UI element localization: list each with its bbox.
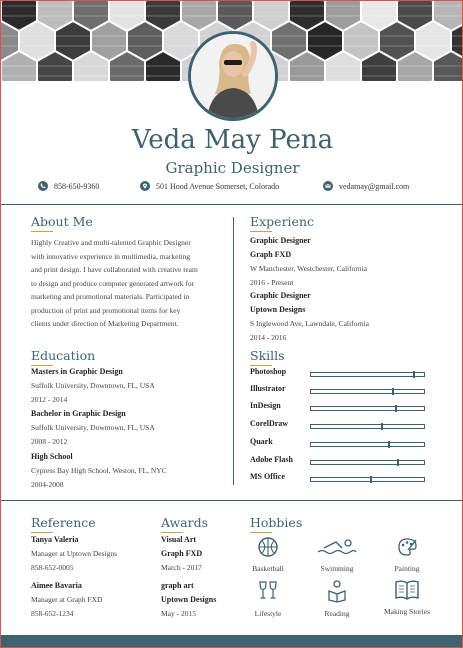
- location-pin-icon: [140, 181, 150, 191]
- phone-icon: [38, 181, 48, 191]
- education-degree: Bachelor in Graphic Design: [31, 409, 126, 418]
- avatar: [188, 31, 278, 121]
- education-item: [31, 407, 155, 449]
- reference-position: Manager at Graph FXD: [31, 595, 103, 604]
- skill-level-marker: [392, 388, 394, 395]
- reference-name: Aimee Bavaria: [31, 581, 82, 590]
- hobby-item: [238, 536, 298, 573]
- skill-level-marker: [388, 441, 390, 448]
- about-text: Highly Creative and multi-talented Graphic Designer with innovative experience in multimedia, marketing and print design. I have collaborated with creative team to design and produce computer generated artwork for marketing and promotional materials. Participated in production of print and promotional items for key clients under direction of Marketing Department.: [31, 238, 198, 328]
- skill-name: InDesign: [250, 401, 281, 410]
- skill-name: CorelDraw: [250, 419, 289, 428]
- skill-level-marker: [413, 371, 415, 378]
- address-text: 501 Hood Avenue Somerset, Colorado: [156, 181, 280, 191]
- hobbies-heading: Hobbies: [250, 515, 303, 530]
- experience-dates: 2014 - 2016: [250, 333, 287, 342]
- award-org: Uptown Designs: [161, 595, 217, 604]
- skill-row: [250, 472, 430, 486]
- hobby-item: [307, 579, 367, 618]
- hobby-label: Lifestyle: [254, 609, 282, 618]
- reference-name: Tanya Valeria: [31, 535, 79, 544]
- hobby-label: Reading: [324, 609, 350, 618]
- experience-item: [250, 234, 367, 290]
- experience-role: Graphic Designer: [250, 291, 311, 300]
- contact-email: [323, 181, 409, 191]
- education-dates: 2004-2008: [31, 480, 64, 489]
- hobby-label: Painting: [394, 564, 420, 573]
- award-date: March - 2017: [161, 563, 202, 572]
- divider-vertical: [233, 217, 234, 485]
- experience-role: Graphic Designer: [250, 236, 311, 245]
- skill-row: [250, 419, 430, 433]
- skill-level-marker: [381, 423, 383, 430]
- skill-name: Adobe Flash: [250, 455, 293, 464]
- divider-top: [1, 204, 463, 205]
- reference-item: [31, 579, 102, 621]
- award-item: [161, 533, 202, 575]
- phone-text: 858-650-9360: [54, 181, 100, 191]
- hobby-item: [307, 536, 367, 573]
- open-book-icon: [394, 579, 420, 601]
- skill-row: [250, 401, 430, 415]
- swimmer-icon: [316, 536, 358, 558]
- skill-bar: [310, 389, 425, 394]
- skill-level-marker: [370, 476, 372, 483]
- reference-item: [31, 533, 117, 575]
- reference-phone: 858-652-0005: [31, 563, 74, 572]
- skill-row: [250, 367, 430, 381]
- email-text[interactable]: vedamay@gmail.com: [339, 181, 410, 191]
- skill-name: Photoshop: [250, 367, 287, 376]
- contact-address: [140, 181, 279, 191]
- experience-heading: Experienc: [250, 214, 314, 229]
- education-item: [31, 450, 167, 492]
- skill-level-marker: [395, 405, 397, 412]
- skill-row: [250, 437, 430, 451]
- skill-bar: [310, 406, 425, 411]
- award-org: Graph FXD: [161, 549, 203, 558]
- experience-company: Uptown Designs: [250, 305, 306, 314]
- hobby-label: Making Stories: [383, 607, 431, 616]
- profile-photo-image: [191, 34, 275, 118]
- hobby-item: [377, 579, 437, 616]
- education-degree: Masters in Graphic Design: [31, 367, 123, 376]
- email-icon: [323, 181, 333, 191]
- contact-phone: [38, 181, 99, 191]
- experience-location: W Manchester, Westchester, California: [250, 264, 368, 273]
- candidate-name: Veda May Pena: [131, 125, 334, 155]
- experience-location: S Inglewood Ave, Lawndale, California: [250, 319, 369, 328]
- education-school: Suffolk University, Downtown, FL, USA: [31, 423, 155, 432]
- award-item: [161, 579, 216, 621]
- education-school: Cypress Bay High School, Weston, FL, NYC: [31, 466, 167, 475]
- reference-position: Manager at Uptown Designs: [31, 549, 118, 558]
- skill-name: MS Office: [250, 472, 285, 481]
- about-heading: About Me: [31, 214, 93, 229]
- education-degree: High School: [31, 452, 73, 461]
- education-dates: 2008 - 2012: [31, 437, 68, 446]
- education-dates: 2012 - 2014: [31, 395, 68, 404]
- skill-level-marker: [397, 459, 399, 466]
- palette-icon: [396, 536, 418, 558]
- experience-item: [250, 289, 369, 345]
- award-title: Visual Art: [161, 535, 197, 544]
- job-title: Graphic Designer: [165, 159, 300, 177]
- education-item: [31, 365, 155, 407]
- reference-phone: 858-652-1234: [31, 609, 74, 618]
- skill-row: [250, 455, 430, 469]
- hobby-item: [377, 536, 437, 573]
- hobby-label: Swimming: [320, 564, 354, 573]
- skill-bar: [310, 477, 425, 482]
- skill-bar: [310, 372, 425, 377]
- reader-icon: [325, 579, 349, 603]
- education-heading: Education: [31, 348, 96, 363]
- hobby-item: [238, 579, 298, 618]
- basketball-icon: [257, 536, 279, 558]
- award-date: May - 2015: [161, 609, 196, 618]
- hobby-label: Basketball: [252, 564, 284, 573]
- education-school: Suffolk University, Downtown, FL, USA: [31, 381, 155, 390]
- skills-heading: Skills: [250, 348, 285, 363]
- experience-company: Graph FXD: [250, 250, 292, 259]
- footer-bar: [1, 635, 463, 648]
- experience-dates: 2016 - Present: [250, 278, 294, 287]
- skill-bar: [310, 460, 425, 465]
- divider-bottom: [1, 500, 463, 501]
- reference-heading: Reference: [31, 515, 96, 530]
- skill-bar: [310, 442, 425, 447]
- skill-name: Illustrator: [250, 384, 286, 393]
- award-title: graph art: [161, 581, 194, 590]
- skill-row: [250, 384, 430, 398]
- skill-name: Quark: [250, 437, 273, 446]
- awards-heading: Awards: [161, 515, 209, 530]
- wine-glasses-icon: [257, 579, 279, 603]
- skill-bar: [310, 424, 425, 429]
